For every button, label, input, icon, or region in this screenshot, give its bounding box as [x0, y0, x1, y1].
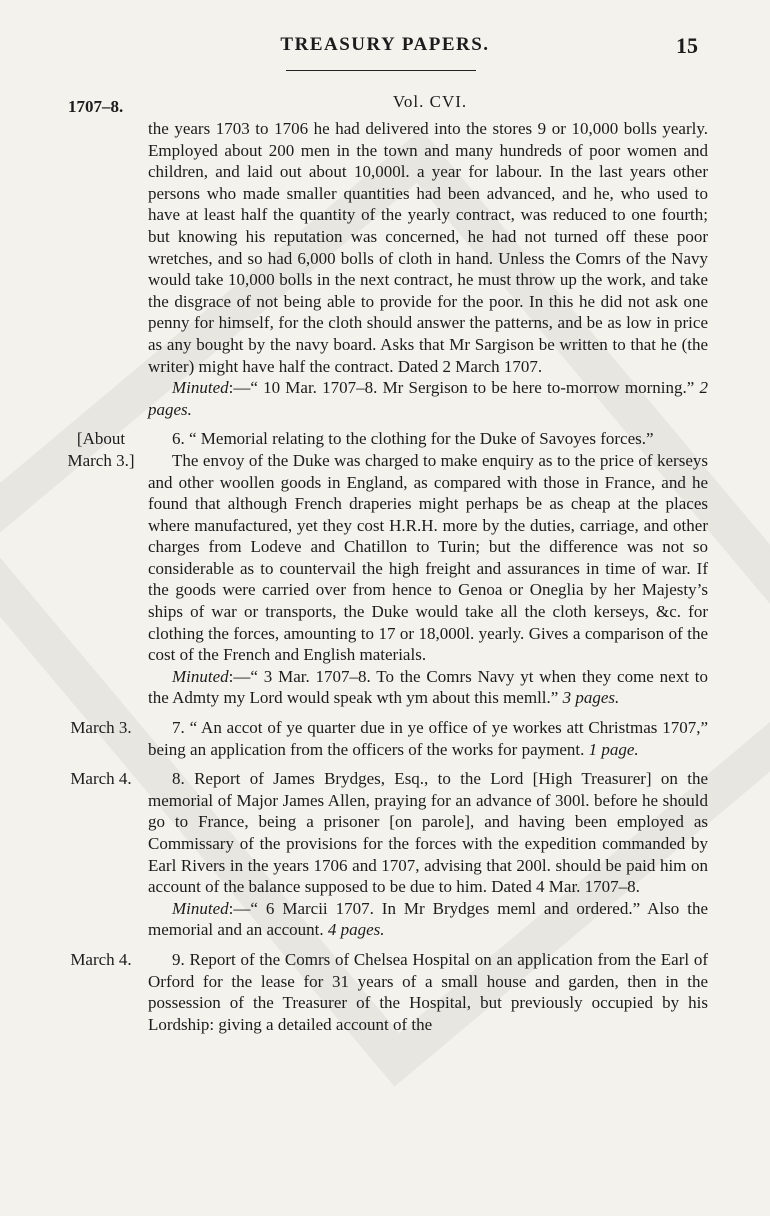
entry-paragraph: The envoy of the Duke was charged to make enquiry as to the price of kerseys and other woollen goods in England, as compared with those in France, and he found that although French draperies might perhaps be as cheap at the places where manufactured, yet they cost H.R.H. more by the duties, carriage, and other charges from Lodeve and Chatillon to Turin; but the difference was not so considerable as to countervail the high freight and assurances in time of war. If the goods were carried over from hence to Genoa or Oneglia by her Majesty’s ships of war or transports, the Duke would take all the cloth kerseys, &c. for clothing the forces, amounting to 17 or 18,000l. yearly. Gives a comparison of the cost of the French and English materials. — [148, 450, 708, 665]
entry-body — [148, 768, 708, 941]
entry-8 — [0, 768, 770, 941]
entry-paragraph: the years 1703 to 1706 he had delivered into the stores 9 or 10,000 bolls yearly. Employed about 200 men in the town and many hundreds of poor women and children, and laid out about 10,000l. a year for labour. In the last years other persons who made smaller quantities had been advanced, and he, who used to have at least half the quantity of the yearly contract, was reduced to one fourth; but knowing his reputation was concerned, he had not turned off these poor wretches, and so had 6,000 bolls of cloth in hand. Unless the Comrs of the Navy would take 10,000 bolls in the next contract, he must throw up the work, and take the disgrace of not being able to provide for the poor. In this he did not ask one penny for himself, for the cloth should answer the patterns, and be as low in price as any bought by the navy board. Asks that Mr Sargison be written to that he (the writer) might have half the contract. Dated 2 March 1707. — [148, 119, 708, 376]
page-count: 3 pages. — [562, 688, 620, 708]
volume-label: Vol. CVI. — [392, 92, 468, 111]
entry-body — [148, 717, 708, 760]
minuted-line — [148, 898, 708, 941]
minuted-text: :—“ 10 Mar. 1707–8. Mr Sergison to be here to-morrow morning.” — [228, 378, 695, 398]
entry-9 — [0, 949, 770, 1035]
page-count: 1 page. — [588, 739, 639, 759]
entry-text: 7. “ An accot of ye quarter due in ye office of ye workes att Christmas 1707,” being an application from the officers of the works for payment. — [148, 718, 708, 759]
minuted-label: Minuted — [172, 378, 229, 398]
page-number: 15 — [676, 33, 698, 58]
margin-date: March 3. — [70, 718, 132, 738]
entry-paragraph — [148, 717, 708, 760]
margin-date: March 4. — [70, 949, 132, 969]
page-count: 4 pages. — [327, 920, 385, 940]
minuted-label: Minuted — [172, 666, 229, 686]
minuted-text: :—“ 3 Mar. 1707–8. To the Comrs Navy yt when they come next to the Admty my Lord would speak wth ym about this memll.” — [148, 666, 708, 708]
entry-continuation — [0, 118, 770, 420]
year-margin: 1707–8. — [68, 97, 124, 116]
minuted-text: :—“ 6 Marcii 1707. In Mr Brydges meml and ordered.” Also the memorial and an account. — [148, 898, 708, 940]
minuted-label: Minuted — [172, 898, 229, 918]
entry-paragraph: 8. Report of James Brydges, Esq., to the Lord [High Treasurer] on the memorial of Major James Allen, praying for an advance of 300l. before he should go to France, being a prisoner [on parole], and having been employed as Commissary of the provisions for the forces with the expedition commanded by Earl Rivers in the years 1706 and 1707, advising that 200l. should be paid him on account of the balance supposed to be due to him. Dated 4 Mar. 1707–8. — [148, 769, 708, 897]
running-header: TREASURY PAPERS. — [280, 34, 490, 55]
entry-body — [148, 949, 708, 1035]
margin-date: [About March 3.] — [67, 429, 135, 470]
entry-body — [148, 118, 708, 420]
header-rule — [286, 70, 476, 71]
entry-7 — [0, 717, 770, 760]
entries-list — [0, 118, 770, 1035]
minuted-line — [148, 377, 708, 420]
entry-heading: 6. “ Memorial relating to the clothing for the Duke of Savoyes forces.” — [172, 429, 654, 449]
entry-paragraph: 9. Report of the Comrs of Chelsea Hospital on an application from the Earl of Orford for the lease for 31 years of a small house and garden, then in the possession of the Treasurer of the Hospital, but previously occupied by his Lordship: giving a detailed account of the — [148, 949, 708, 1034]
entry-6 — [0, 428, 770, 709]
page-count: 2 pages. — [148, 378, 709, 419]
margin-date: March 4. — [70, 769, 132, 789]
minuted-line — [148, 666, 708, 709]
entry-body — [148, 428, 708, 709]
